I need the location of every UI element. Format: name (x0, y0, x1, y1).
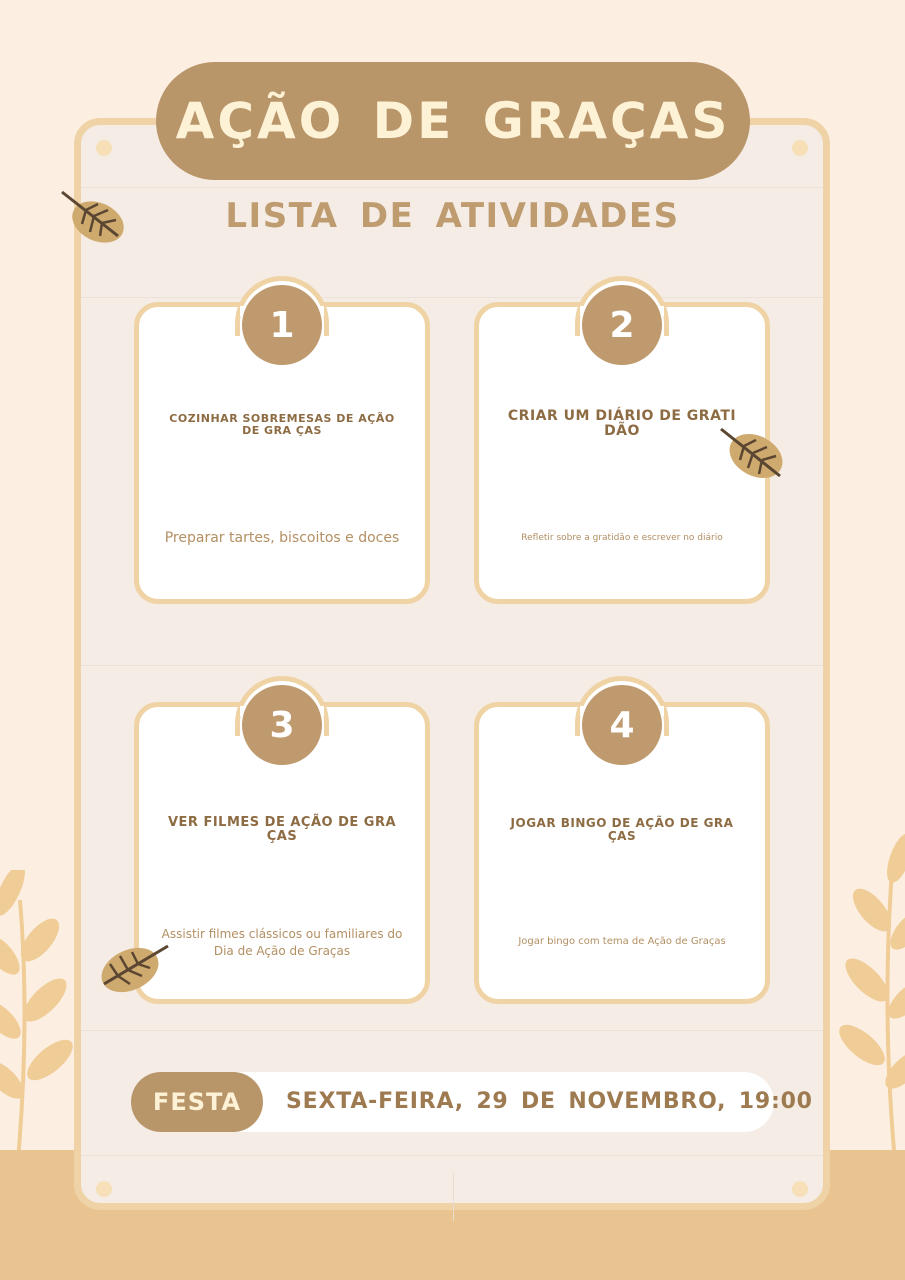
card-number: 4 (582, 685, 662, 765)
card-number: 3 (242, 685, 322, 765)
nail-icon (792, 1181, 808, 1197)
plank-line (81, 665, 823, 666)
title-banner (156, 62, 750, 180)
event-label: FESTA (131, 1072, 263, 1132)
plank-line (81, 1030, 823, 1031)
leaf-icon (58, 188, 128, 246)
leaf-icon (96, 940, 172, 996)
card-title: VER FILMES DE AÇÃO DE GRA ÇAS (167, 815, 397, 845)
card-title: JOGAR BINGO DE AÇÃO DE GRA ÇAS (510, 816, 734, 844)
card-number: 2 (582, 285, 662, 365)
card-title: COZINHAR SOBREMESAS DE AÇÃO DE GRA ÇAS (169, 412, 395, 438)
nail-icon (792, 140, 808, 156)
nail-icon (96, 140, 112, 156)
plank-line (81, 1155, 823, 1156)
card-description: Preparar tartes, biscoitos e doces (164, 530, 400, 546)
activity-card-4 (474, 676, 770, 1004)
card-description: Jogar bingo com tema de Ação de Graças (518, 936, 726, 947)
card-description: Refletir sobre a gratidão e escrever no diário (521, 533, 723, 543)
event-date: SEXTA-FEIRA, 29 DE NOVEMBRO, 19:00 (286, 1089, 813, 1114)
card-description: Assistir filmes clássicos ou familiares do Dia de Ação de Graças (161, 927, 403, 958)
page-subtitle: LISTA DE ATIVIDADES (225, 196, 680, 236)
plank-seam (453, 1173, 454, 1221)
plank-line (81, 187, 823, 188)
leaf-icon (718, 426, 788, 484)
activity-card-3 (134, 676, 430, 1004)
page-title: AÇÃO DE GRAÇAS (175, 92, 731, 150)
plant-icon-right (822, 830, 905, 1160)
nail-icon (96, 1181, 112, 1197)
activity-card-1 (134, 276, 430, 604)
card-title: CRIAR UM DIÁRIO DE GRATI DÃO (507, 408, 737, 440)
card-number: 1 (242, 285, 322, 365)
